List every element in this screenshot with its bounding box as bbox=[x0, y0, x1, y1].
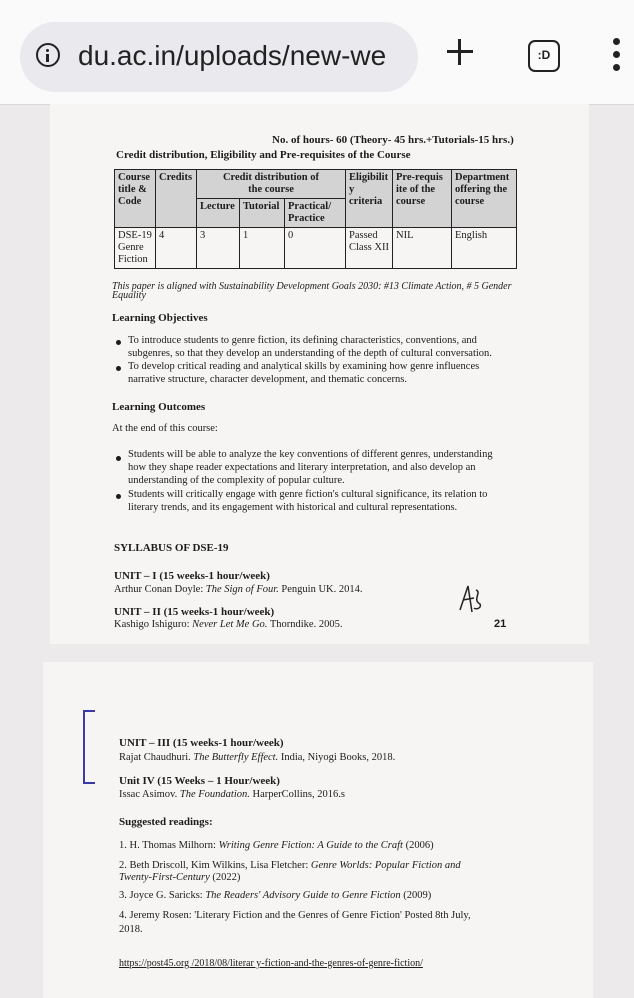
sdg-note: This paper is aligned with Sustainability Development Goals 2030: #13 Climate Action, # 5 Gender bbox=[112, 281, 512, 292]
credit-distribution-title: Credit distribution, Eligibility and Pre-requisites of the Course bbox=[116, 149, 411, 161]
outcomes-intro: At the end of this course: bbox=[112, 423, 218, 434]
unit-1-heading: UNIT – I (15 weeks-1 hour/week) bbox=[114, 570, 270, 582]
unit-4-heading: Unit IV (15 Weeks – 1 Hour/week) bbox=[119, 775, 280, 787]
document-page-1: No. of hours- 60 (Theory- 45 hrs.+Tutorials-15 hrs.) Credit distribution, Eligibility and Pre-requisites of the Course Course title & Code Credits Credit distribution of the course Eligibilit y criteria Pre-requis ite of the course Department offering the course Lecture Tutorial Practical/ Practice DSE-19 Genre Fiction 4 3 1 0 Passed Class XII NIL English This paper is aligned with Sustainability Development Goals 2030: #13 Climate Action, # 5 Gender Equality Learning Objectives To introduce students to genre fiction, its defining characteristics, conventions, and subgenres, so that they develop an understanding of the depth of cultural conversation. To develop critical reading and analytical skills by examining how genre influences narrative structure, character development, and thematic concerns. Learning Outcomes At the end of this course: Students will be able to analyze the key conventions of different genres, understanding how they shape reader expectations and literary interpretation, and also develop an understanding of the complexity of popular culture. Students will critically engage with genre fiction's cultural significance, its relation to literary trends, and its engagement with historical and cultural representations. SYLLABUS OF DSE-19 UNIT – I (15 weeks-1 hour/week) Arthur Conan Doyle: The Sign of Four. Penguin UK. 2014. UNIT – II (15 weeks-1 hour/week) Kashigo Ishiguro: Never Let Me Go. Thorndike. 2005. 21 bbox=[50, 104, 589, 644]
table-header-course: Course bbox=[118, 172, 151, 183]
unit-3-text: Rajat Chaudhuri. The Butterfly Effect. India, Niyogi Books, 2018. bbox=[119, 752, 396, 763]
cell-credits: 4 bbox=[159, 230, 165, 241]
cell-eligibility: Passed bbox=[349, 230, 378, 241]
unit-2-heading: UNIT – II (15 weeks-1 hour/week) bbox=[114, 606, 275, 618]
cell-prerequisite: NIL bbox=[396, 230, 414, 241]
cell-lecture: 3 bbox=[200, 230, 206, 241]
unit-2-text: Kashigo Ishiguro: Never Let Me Go. Thorndike. 2005. bbox=[114, 619, 343, 630]
reference-link[interactable]: https://post45.org /2018/08/literar y-fiction-and-the-genres-of-genre-fiction/ bbox=[119, 958, 423, 969]
bullet-icon bbox=[116, 494, 121, 499]
menu-dot-icon bbox=[613, 51, 620, 58]
cell-course: DSE-19 bbox=[118, 230, 152, 241]
more-menu-button[interactable] bbox=[612, 38, 622, 72]
url-text[interactable]: du.ac.in/uploads/new-we bbox=[78, 40, 387, 71]
objective-1: To introduce students to genre fiction, its defining characteristics, conventions, and bbox=[128, 335, 477, 346]
reading-1: 1. H. Thomas Milhorn: Writing Genre Fiction: A Guide to the Craft (2006) bbox=[119, 840, 434, 851]
table-header-lecture: Lecture bbox=[200, 201, 235, 212]
reading-4: 4. Jeremy Rosen: 'Literary Fiction and the Genres of Genre Fiction' Posted 8th July, bbox=[119, 910, 471, 921]
cell-practical: 0 bbox=[288, 230, 294, 241]
table-header-credit-distribution: Credit distribution of bbox=[222, 172, 320, 183]
credit-distribution-table: Course title & Code Credits Credit distribution of the course Eligibilit y criteria Pre-requis ite of the course Department offering the course Lecture Tutorial Practical/ Practice DSE-19 Genre Fiction 4 3 1 0 Passed Class XII NIL English bbox=[114, 169, 517, 269]
table-header-department: Department bbox=[455, 172, 510, 183]
objective-2: To develop critical reading and analytical skills by examining how genre influences bbox=[128, 361, 480, 372]
table-header-eligibility: Eligibilit bbox=[349, 172, 389, 183]
bullet-icon bbox=[116, 340, 121, 345]
selection-bracket-icon bbox=[83, 710, 95, 784]
learning-objectives-heading: Learning Objectives bbox=[112, 312, 208, 324]
table-row: DSE-19 Genre Fiction 4 3 1 0 Passed Class XII NIL English bbox=[115, 228, 517, 269]
document-page-2: UNIT – III (15 weeks-1 hour/week) Rajat Chaudhuri. The Butterfly Effect. India, Niyogi Books, 2018. Unit IV (15 Weeks – 1 Hour/week) Issac Asimov. The Foundation. HarperCollins, 2016.s Suggested readings: 1. H. Thomas Milhorn: Writing Genre Fiction: A Guide to the Craft (2006) 2. Beth Driscoll, Kim Wilkins, Lisa Fletcher: Genre Worlds: Popular Fiction and Twenty-First-Century (2022) 3. Joyce G. Saricks: The Readers' Advisory Guide to Genre Fiction (2009) 4. Jeremy Rosen: 'Literary Fiction and the Genres of Genre Fiction' Posted 8th July, 2018. https://post45.org /2018/08/literar y-fiction-and-the-genres-of-genre-fiction/ bbox=[43, 662, 593, 998]
outcome-2: Students will critically engage with genre fiction's cultural significance, its relation to bbox=[128, 489, 488, 500]
learning-outcomes-heading: Learning Outcomes bbox=[112, 401, 206, 413]
reading-3: 3. Joyce G. Saricks: The Readers' Advisory Guide to Genre Fiction (2009) bbox=[119, 890, 432, 901]
unit-1-text: Arthur Conan Doyle: The Sign of Four. Penguin UK. 2014. bbox=[114, 584, 363, 595]
cell-tutorial: 1 bbox=[243, 230, 249, 241]
syllabus-heading: SYLLABUS OF DSE-19 bbox=[114, 542, 229, 554]
table-header-practical: Practical/ bbox=[288, 201, 332, 212]
browser-toolbar bbox=[0, 0, 634, 105]
outcome-1: Students will be able to analyze the key conventions of different genres, understanding bbox=[128, 449, 493, 460]
menu-dot-icon bbox=[613, 64, 620, 71]
bullet-icon bbox=[116, 456, 121, 461]
bullet-icon bbox=[116, 366, 121, 371]
signature-icon bbox=[456, 580, 484, 620]
suggested-readings-heading: Suggested readings: bbox=[119, 816, 213, 828]
unit-3-heading: UNIT – III (15 weeks-1 hour/week) bbox=[119, 737, 284, 749]
table-header-tutorial: Tutorial bbox=[243, 201, 280, 212]
page-number: 21 bbox=[494, 618, 507, 630]
hours-line: No. of hours- 60 (Theory- 45 hrs.+Tutorials-15 hrs.) bbox=[272, 134, 514, 146]
reading-2: 2. Beth Driscoll, Kim Wilkins, Lisa Fletcher: Genre Worlds: Popular Fiction and bbox=[119, 860, 461, 871]
table-header-prerequisite: Pre-requis bbox=[396, 172, 443, 183]
menu-dot-icon bbox=[613, 38, 620, 45]
address-bar[interactable] bbox=[20, 22, 418, 92]
unit-4-text: Issac Asimov. The Foundation. HarperCollins, 2016.s bbox=[119, 789, 345, 800]
tab-switcher-button[interactable]: :D bbox=[528, 40, 560, 72]
site-info-icon[interactable] bbox=[36, 43, 60, 67]
new-tab-button[interactable] bbox=[440, 32, 480, 72]
cell-department: English bbox=[455, 230, 488, 241]
table-header-credits: Credits bbox=[159, 172, 193, 183]
